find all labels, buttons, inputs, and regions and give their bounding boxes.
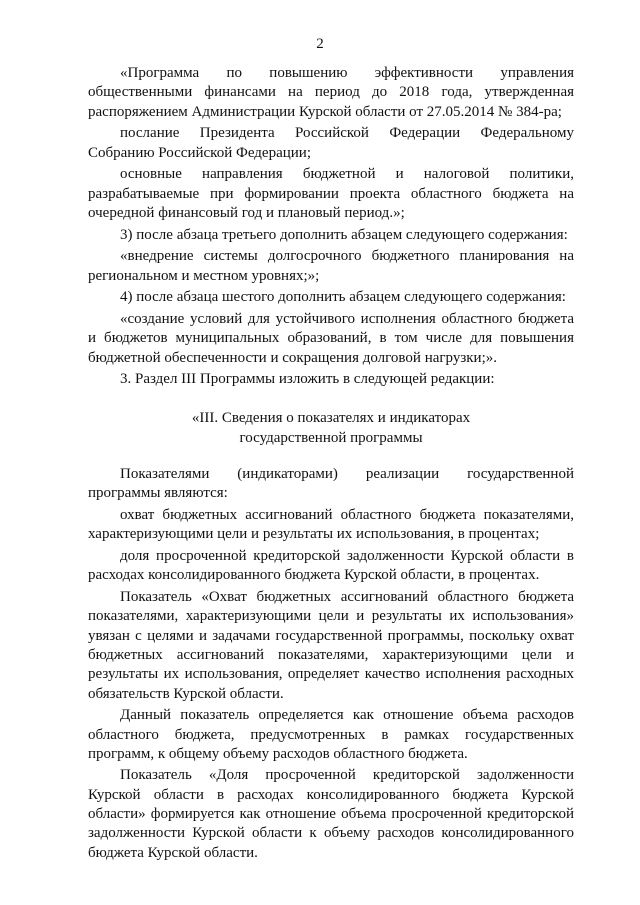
document-body <box>88 64 574 865</box>
paragraph: Показатель «Доля просроченной кредиторской задолженности Курской области в расходах консолидированного бюджета Курской области» формируется как отношение объема просроченной кредиторской задолженности Курской области к объему расходов консолидированного бюджета Курской области. <box>88 767 574 861</box>
paragraph: 3. Раздел III Программы изложить в следующей редакции: <box>120 371 495 388</box>
page-number: 2 <box>316 36 324 52</box>
section-heading-line: государственной программы <box>239 429 423 446</box>
paragraph: 4) после абзаца шестого дополнить абзацем следующего содержания: <box>120 289 566 306</box>
section-heading-line: «III. Сведения о показателях и индикаторах <box>191 410 471 427</box>
paragraph: доля просроченной кредиторской задолженности Курской области в расходах консолидированного бюджета Курской области, в процентах. <box>88 548 574 584</box>
paragraph: 3) после абзаца третьего дополнить абзацем следующего содержания: <box>120 226 568 243</box>
paragraph: «Программа по повышению эффективности управления общественными финансами на период до 2018 года, утвержденная распоряжением Администрации Курской области от 27.05.2014 № 384-ра; <box>88 65 574 120</box>
paragraph: Показателями (индикаторами) реализации государственной программы являются: <box>88 466 574 502</box>
paragraph: «создание условий для устойчивого исполнения областного бюджета и бюджетов муниципальных образований, в том числе для повышения бюджетной обеспеченности и сокращения долговой нагрузки;». <box>88 310 574 366</box>
paragraph: основные направления бюджетной и налоговой политики, разрабатываемые при формировании проекта областного бюджета на очередной финансовый год и плановый период.»; <box>88 166 574 221</box>
section-heading <box>88 409 574 448</box>
paragraph: «внедрение системы долгосрочного бюджетного планирования на региональном и местном уровнях;»; <box>88 248 574 284</box>
paragraph: Данный показатель определяется как отношение объема расходов областного бюджета, предусмотренных в рамках государственных программ, к общему объему расходов областного бюджета. <box>88 707 574 762</box>
paragraph: Показатель «Охват бюджетных ассигнований областного бюджета показателями, характеризующими цели и результаты их использования» увязан с целями и задачами государственной программы, поскольку охват бюджетных ассигнований показателями, характеризующими цели и результаты их использования, определяет качество исполнения расходных обязательств Курской области. <box>88 589 574 702</box>
paragraph: охват бюджетных ассигнований областного бюджета показателями, характеризующими цели и результаты их использования, в процентах; <box>88 507 574 543</box>
paragraph: послание Президента Российской Федерации Федеральному Собранию Российской Федерации; <box>88 125 574 161</box>
